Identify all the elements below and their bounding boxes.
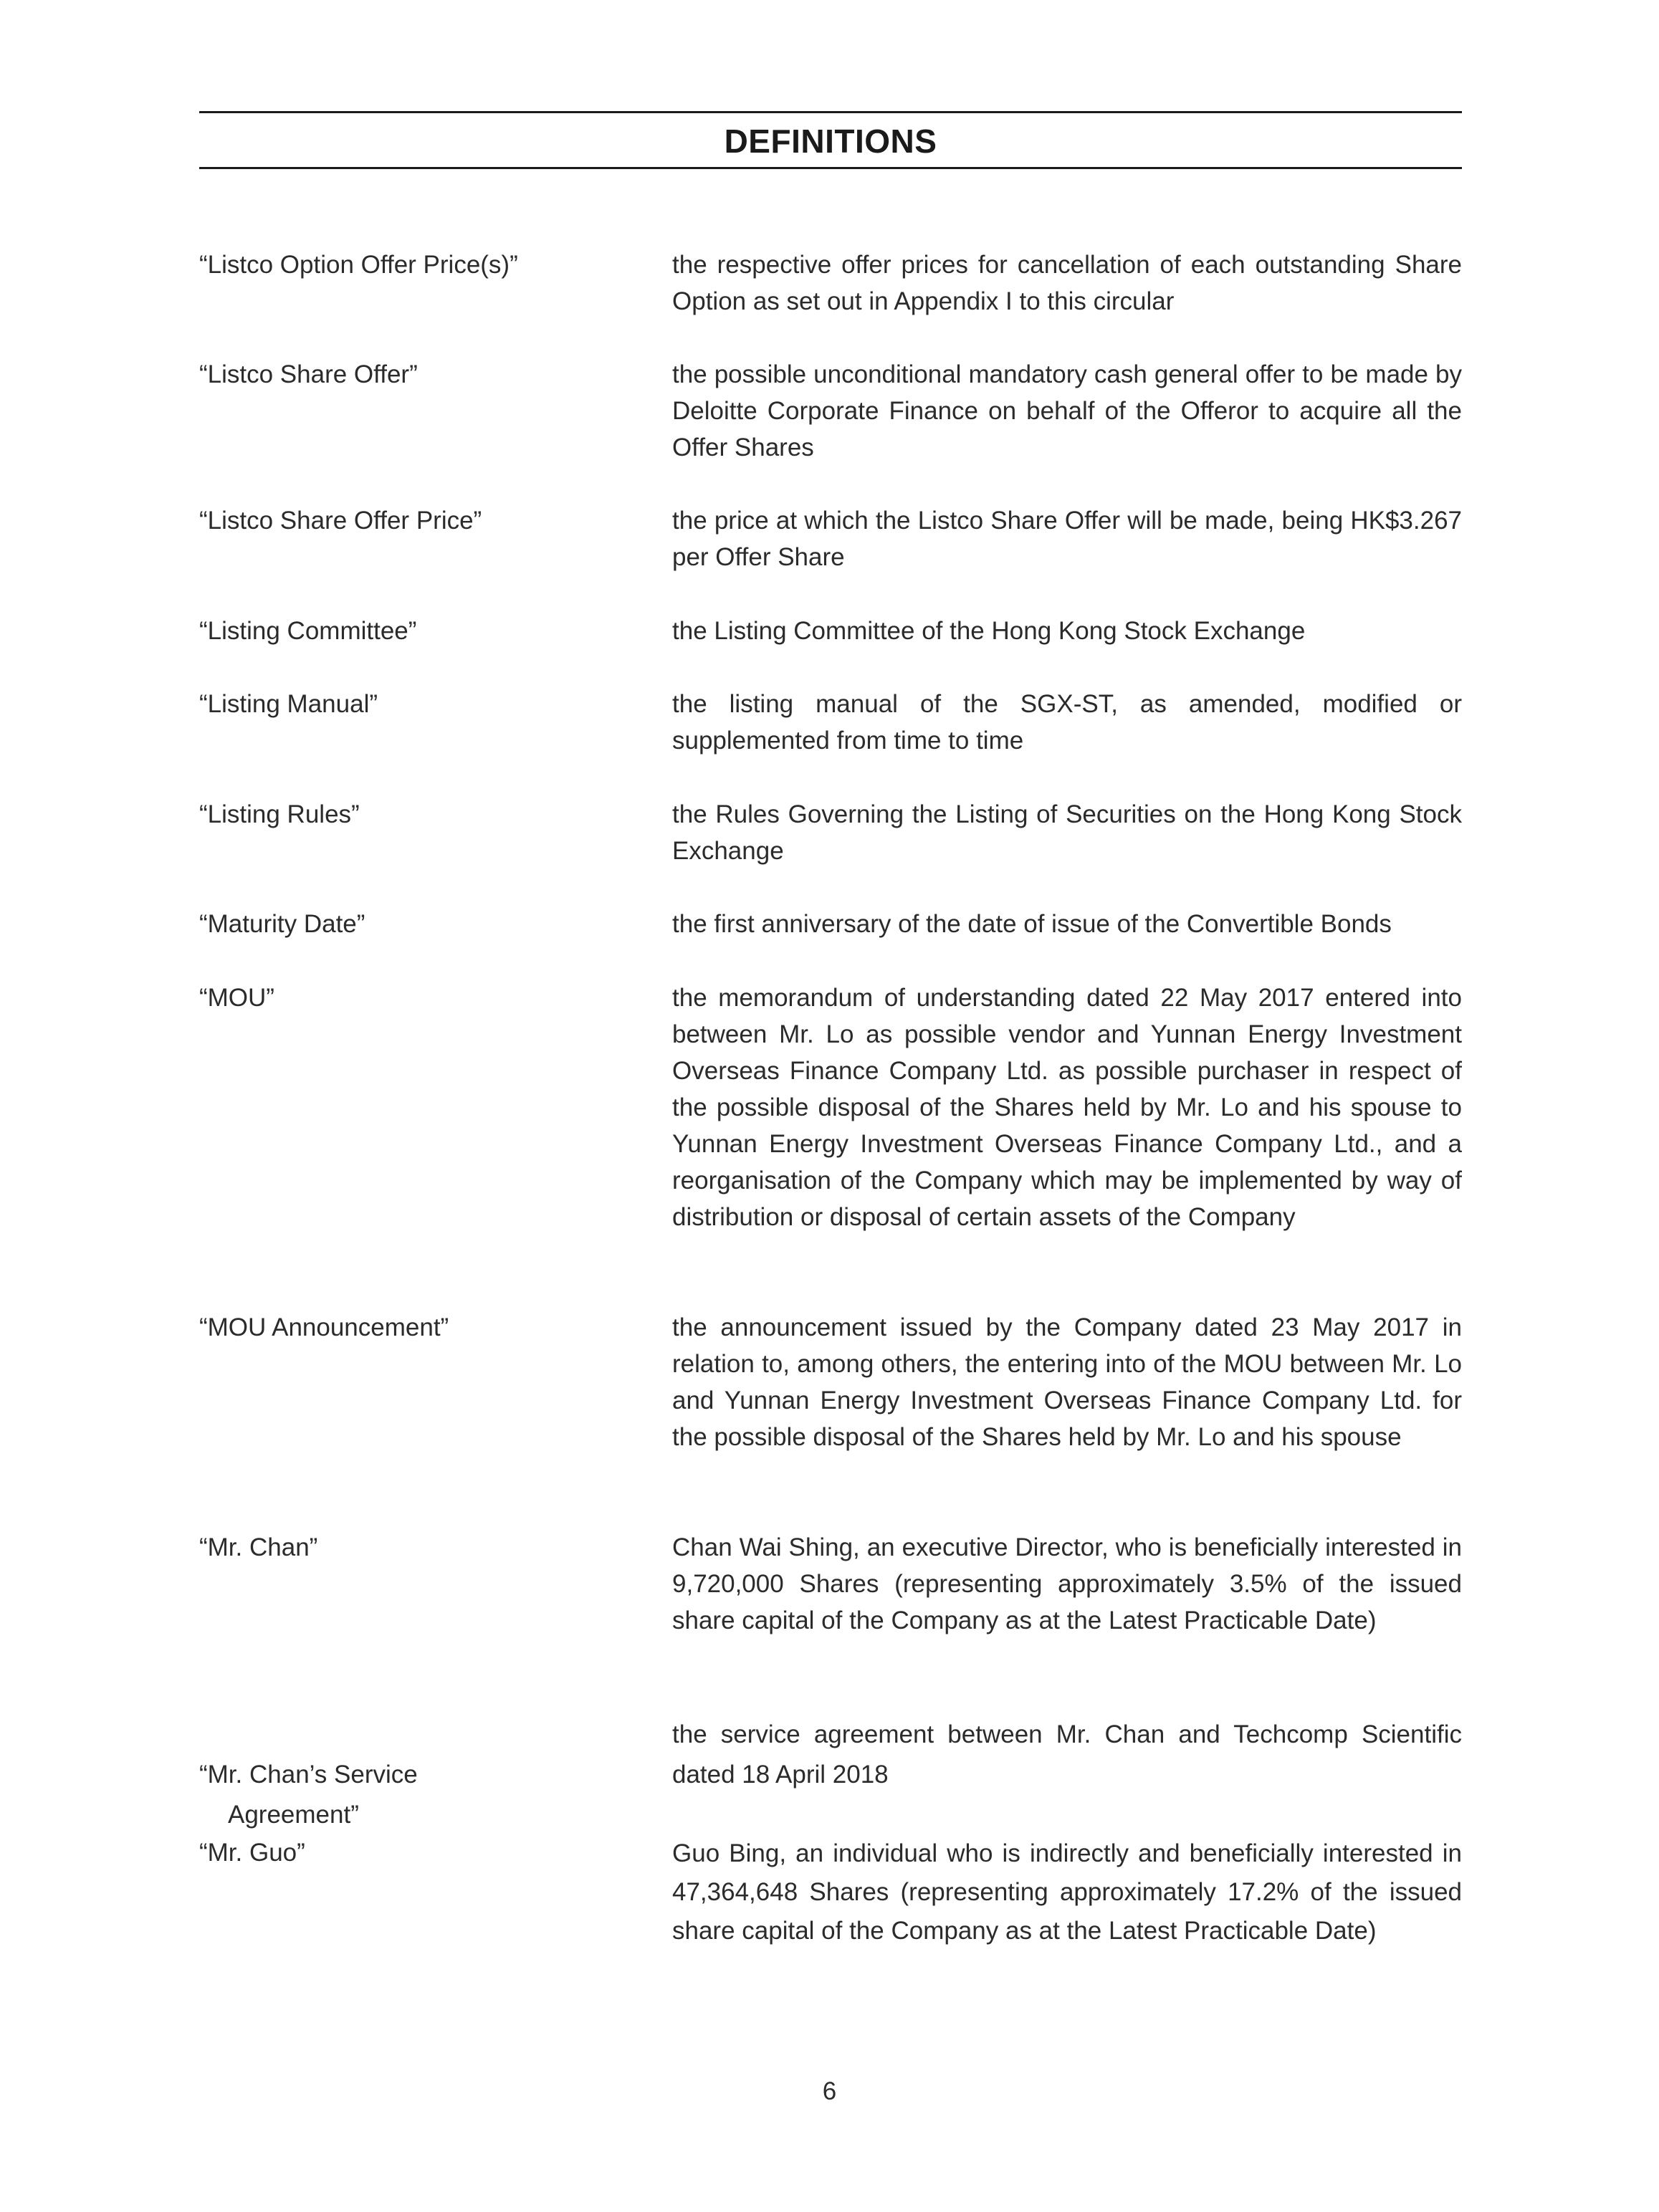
definition-text: the first anniversary of the date of issue of the Convertible Bonds	[672, 910, 1392, 938]
definition-term: “Mr. Chan”	[199, 1533, 318, 1561]
page-title: DEFINITIONS	[724, 123, 937, 160]
definition-term: “Listing Committee”	[199, 617, 417, 645]
page-number: 6	[822, 2077, 837, 2105]
definition-term: “Mr. Guo”	[199, 1839, 305, 1867]
definition-term: “MOU”	[199, 984, 274, 1012]
definition-text: Chan Wai Shing, an executive Director, who is beneficially interested in 9,720,000 Shares (representing approximately 3.5% of the issued share capital of the Company as at the Latest Practicable Date)	[672, 1533, 1462, 1634]
definition-text: the Listing Committee of the Hong Kong Stock Exchange	[672, 617, 1306, 645]
header-bottom-rule	[199, 167, 1462, 169]
definition-term: “MOU Announcement”	[199, 1313, 449, 1341]
definition-text: the memorandum of understanding dated 22 May 2017 entered into between Mr. Lo as possible vendor and Yunnan Energy Investment Overseas Finance Company Ltd. as possible purchaser in respect of the possible disposal of the Shares held by Mr. Lo and his spouse to Yunnan Energy Investment Overseas Finance Company Ltd., and a reorganisation of the Company which may be implemented by way of distribution or disposal of certain assets of the Company	[672, 984, 1462, 1231]
definition-term: “Listco Share Offer”	[199, 360, 418, 388]
definition-text: the respective offer prices for cancellation of each outstanding Share Option as set out in Appendix I to this circular	[672, 251, 1462, 315]
definition-term: “Listing Manual”	[199, 690, 378, 718]
definition-text: the announcement issued by the Company dated 23 May 2017 in relation to, among others, the entering into of the MOU between Mr. Lo and Yunnan Energy Investment Overseas Finance Company Ltd. for the possible disposal of the Shares held by Mr. Lo and his spouse	[672, 1313, 1462, 1451]
definition-term: “Listco Share Offer Price”	[199, 507, 482, 535]
definition-term: “Listing Rules”	[199, 800, 360, 828]
definition-term-line: “Mr. Chan’s Service	[199, 1761, 418, 1789]
definition-text: the price at which the Listco Share Offer will be made, being HK$3.267 per Offer Share	[672, 507, 1462, 571]
definition-term: “Maturity Date”	[199, 910, 365, 938]
definition-term-line: Agreement”	[228, 1801, 359, 1829]
definition-text: Guo Bing, an individual who is indirectly and beneficially interested in 47,364,648 Shares (representing approximately 17.2% of the issued share capital of the Company as at the Latest Practicable Date)	[672, 1839, 1462, 1945]
definition-text: the listing manual of the SGX-ST, as amended, modified or supplemented from time to time	[672, 690, 1462, 755]
definition-text: the Rules Governing the Listing of Securities on the Hong Kong Stock Exchange	[672, 800, 1462, 865]
header-top-rule	[199, 111, 1462, 113]
definition-text: the possible unconditional mandatory cash general offer to be made by Deloitte Corporate Finance on behalf of the Offeror to acquire all the Offer Shares	[672, 360, 1462, 461]
definition-text: the service agreement between Mr. Chan and Techcomp Scientific dated 18 April 2018	[672, 1720, 1462, 1789]
definition-term: “Listco Option Offer Price(s)”	[199, 251, 518, 279]
